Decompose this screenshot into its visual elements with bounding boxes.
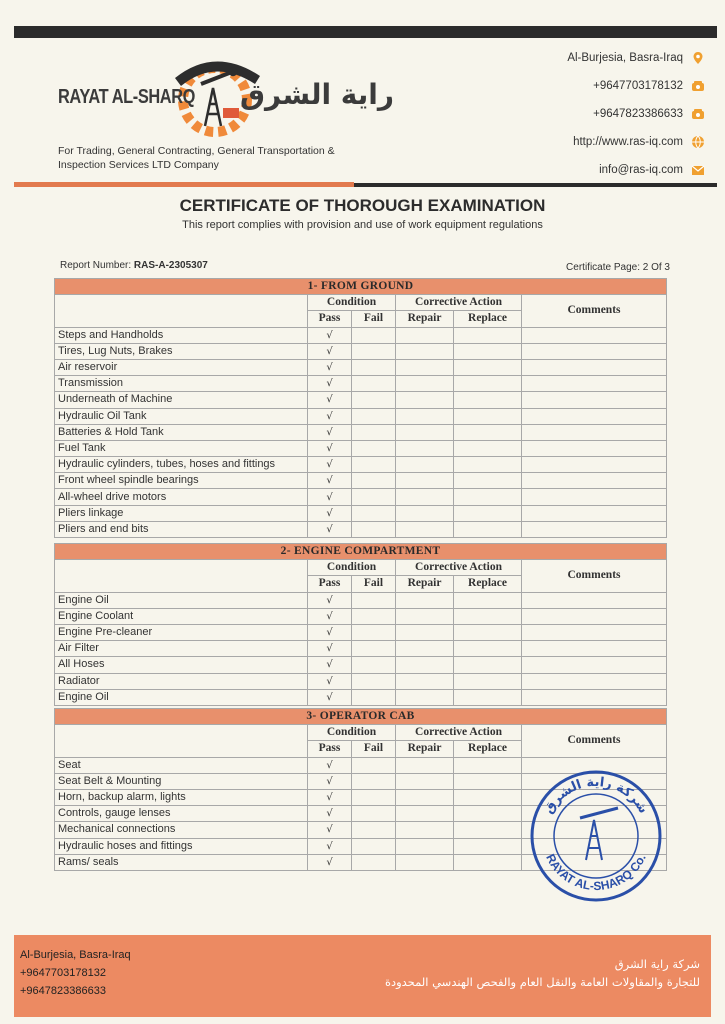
comments-header: Comments	[522, 725, 667, 757]
fail-cell	[352, 327, 396, 343]
fail-cell	[352, 392, 396, 408]
table-row	[55, 408, 667, 424]
repair-cell	[396, 376, 454, 392]
repair-cell	[396, 473, 454, 489]
fail-cell	[352, 408, 396, 424]
comments-cell	[522, 689, 667, 705]
comments-header: Comments	[522, 295, 667, 327]
table-row	[55, 489, 667, 505]
pass-check: √	[308, 757, 352, 773]
stamp-text-en: RAYAT AL-SHARQ Co.	[543, 851, 649, 894]
table-row	[55, 376, 667, 392]
fail-header: Fail	[352, 576, 396, 592]
pass-check: √	[308, 376, 352, 392]
globe-icon	[691, 135, 705, 149]
fail-cell	[352, 657, 396, 673]
replace-cell	[454, 457, 522, 473]
certificate-page: Certificate Page: 2 Of 3	[566, 262, 670, 273]
pass-check: √	[308, 657, 352, 673]
pass-check: √	[308, 673, 352, 689]
replace-header: Replace	[454, 741, 522, 757]
repair-cell	[396, 505, 454, 521]
fail-cell	[352, 521, 396, 537]
condition-header: Condition	[308, 560, 396, 576]
fail-cell	[352, 424, 396, 440]
replace-cell	[454, 424, 522, 440]
comments-cell	[522, 521, 667, 537]
fail-header: Fail	[352, 311, 396, 327]
corrective-action-header: Corrective Action	[396, 560, 522, 576]
mail-icon	[691, 163, 705, 177]
replace-cell	[454, 608, 522, 624]
replace-cell	[454, 505, 522, 521]
report-number-label: Report Number:	[60, 260, 132, 271]
section-engine-compartment	[54, 543, 667, 706]
fail-cell	[352, 757, 396, 773]
item-label: Controls, gauge lenses	[55, 806, 308, 822]
item-header-blank	[55, 725, 308, 757]
contact-phone-2: +9647823386633	[593, 107, 705, 121]
item-label: Horn, backup alarm, lights	[55, 789, 308, 805]
table-row	[55, 424, 667, 440]
header-divider-dark	[354, 183, 717, 187]
replace-cell	[454, 806, 522, 822]
repair-cell	[396, 624, 454, 640]
replace-cell	[454, 359, 522, 375]
fail-cell	[352, 473, 396, 489]
repair-cell	[396, 440, 454, 456]
table-row	[55, 343, 667, 359]
contact-phone-1: +9647703178132	[593, 79, 705, 93]
item-label: Hydraulic Oil Tank	[55, 408, 308, 424]
item-label: Steps and Handholds	[55, 327, 308, 343]
comments-cell	[522, 392, 667, 408]
repair-cell	[396, 689, 454, 705]
stamp-derrick-icon	[580, 808, 618, 860]
pass-check: √	[308, 592, 352, 608]
item-label: Rams/ seals	[55, 854, 308, 870]
footer-address: Al-Burjesia, Basra-Iraq	[20, 949, 131, 961]
table-row	[55, 457, 667, 473]
company-subtitle: For Trading, General Contracting, General Transportation & Inspection Services LTD Company	[58, 145, 335, 171]
item-label: Seat Belt & Mounting	[55, 773, 308, 789]
item-label: Air reservoir	[55, 359, 308, 375]
repair-cell	[396, 673, 454, 689]
item-header-blank	[55, 295, 308, 327]
replace-cell	[454, 343, 522, 359]
pass-header: Pass	[308, 741, 352, 757]
phone-icon	[691, 107, 705, 121]
repair-cell	[396, 592, 454, 608]
fail-cell	[352, 376, 396, 392]
pass-check: √	[308, 343, 352, 359]
repair-cell	[396, 641, 454, 657]
report-number-value: RAS-A-2305307	[133, 260, 208, 271]
footer-phone-2: +9647823386633	[20, 985, 106, 997]
fail-cell	[352, 673, 396, 689]
table-row	[55, 473, 667, 489]
svg-text:شركة راية الشرق	[541, 775, 650, 817]
pass-check: √	[308, 408, 352, 424]
pass-check: √	[308, 689, 352, 705]
pass-check: √	[308, 854, 352, 870]
pass-check: √	[308, 440, 352, 456]
pass-check: √	[308, 327, 352, 343]
item-label: Fuel Tank	[55, 440, 308, 456]
footer-ar-line-1: شركة راية الشرق	[614, 957, 700, 971]
report-number	[60, 260, 208, 271]
repair-cell	[396, 457, 454, 473]
table-row	[55, 327, 667, 343]
repair-header: Repair	[396, 576, 454, 592]
document-subtitle: This report complies with provision and use of work equipment regulations	[182, 219, 543, 231]
pass-header: Pass	[308, 576, 352, 592]
comments-cell	[522, 657, 667, 673]
item-label: All Hoses	[55, 657, 308, 673]
comments-cell	[522, 343, 667, 359]
item-label: Front wheel spindle bearings	[55, 473, 308, 489]
replace-cell	[454, 592, 522, 608]
table-row	[55, 359, 667, 375]
table-row	[55, 657, 667, 673]
corrective-action-header: Corrective Action	[396, 725, 522, 741]
fail-cell	[352, 689, 396, 705]
replace-cell	[454, 392, 522, 408]
item-label: Engine Pre-cleaner	[55, 624, 308, 640]
contact-website[interactable]: http://www.ras-iq.com	[573, 135, 705, 149]
pass-check: √	[308, 424, 352, 440]
pass-check: √	[308, 392, 352, 408]
repair-cell	[396, 854, 454, 870]
repair-cell	[396, 424, 454, 440]
replace-cell	[454, 376, 522, 392]
company-name-en: RAYAT AL-SHARQ	[58, 86, 196, 108]
comments-cell	[522, 624, 667, 640]
location-icon	[691, 51, 705, 65]
contact-address: Al-Burjesia, Basra-Iraq	[567, 51, 705, 65]
comments-cell	[522, 376, 667, 392]
pass-check: √	[308, 838, 352, 854]
comments-cell	[522, 457, 667, 473]
item-label: Mechanical connections	[55, 822, 308, 838]
section-title: 1- FROM GROUND	[55, 279, 667, 295]
footer-contacts	[20, 946, 131, 1000]
company-name-ar: راية الشرق	[240, 78, 395, 111]
replace-cell	[454, 854, 522, 870]
comments-cell	[522, 424, 667, 440]
replace-cell	[454, 657, 522, 673]
repair-cell	[396, 489, 454, 505]
repair-cell	[396, 359, 454, 375]
table-row	[55, 521, 667, 537]
fail-cell	[352, 489, 396, 505]
table-row	[55, 624, 667, 640]
pass-check: √	[308, 806, 352, 822]
replace-cell	[454, 473, 522, 489]
repair-cell	[396, 408, 454, 424]
pass-check: √	[308, 789, 352, 805]
replace-cell	[454, 408, 522, 424]
repair-header: Repair	[396, 741, 454, 757]
comments-cell	[522, 473, 667, 489]
comments-cell	[522, 440, 667, 456]
table-row	[55, 608, 667, 624]
stamp-text-ar: شركة راية الشرق	[541, 774, 651, 817]
fail-cell	[352, 822, 396, 838]
company-stamp	[528, 768, 664, 904]
item-label: Batteries & Hold Tank	[55, 424, 308, 440]
fail-cell	[352, 624, 396, 640]
comments-cell	[522, 327, 667, 343]
fail-cell	[352, 641, 396, 657]
fail-cell	[352, 457, 396, 473]
comments-header: Comments	[522, 560, 667, 592]
repair-cell	[396, 327, 454, 343]
item-label: Engine Coolant	[55, 608, 308, 624]
item-label: Tires, Lug Nuts, Brakes	[55, 343, 308, 359]
table-row	[55, 505, 667, 521]
pass-check: √	[308, 641, 352, 657]
fail-cell	[352, 359, 396, 375]
fail-cell	[352, 440, 396, 456]
section-title: 3- OPERATOR CAB	[55, 709, 667, 725]
replace-cell	[454, 773, 522, 789]
pass-check: √	[308, 521, 352, 537]
fail-cell	[352, 806, 396, 822]
repair-header: Repair	[396, 311, 454, 327]
replace-cell	[454, 521, 522, 537]
replace-cell	[454, 822, 522, 838]
item-label: Radiator	[55, 673, 308, 689]
comments-cell	[522, 505, 667, 521]
pass-check: √	[308, 608, 352, 624]
replace-cell	[454, 327, 522, 343]
fail-cell	[352, 854, 396, 870]
condition-header: Condition	[308, 295, 396, 311]
repair-cell	[396, 806, 454, 822]
section-from-ground	[54, 278, 667, 538]
fail-cell	[352, 505, 396, 521]
pass-check: √	[308, 473, 352, 489]
condition-header: Condition	[308, 725, 396, 741]
comments-cell	[522, 608, 667, 624]
comments-cell	[522, 592, 667, 608]
fail-cell	[352, 608, 396, 624]
comments-cell	[522, 489, 667, 505]
item-label: Underneath of Machine	[55, 392, 308, 408]
fail-cell	[352, 789, 396, 805]
footer-phone-1: +9647703178132	[20, 967, 106, 979]
replace-cell	[454, 624, 522, 640]
contact-email[interactable]: info@ras-iq.com	[599, 163, 705, 177]
pass-check: √	[308, 624, 352, 640]
pass-header: Pass	[308, 311, 352, 327]
item-label: Seat	[55, 757, 308, 773]
replace-header: Replace	[454, 311, 522, 327]
repair-cell	[396, 773, 454, 789]
replace-cell	[454, 838, 522, 854]
top-bar	[14, 26, 717, 38]
table-row	[55, 392, 667, 408]
pass-check: √	[308, 457, 352, 473]
document-title: CERTIFICATE OF THOROUGH EXAMINATION	[179, 196, 546, 215]
item-label: Engine Oil	[55, 689, 308, 705]
item-label: Air Filter	[55, 641, 308, 657]
item-label: Hydraulic hoses and fittings	[55, 838, 308, 854]
section-title: 2- ENGINE COMPARTMENT	[55, 544, 667, 560]
footer-ar-line-2: للتجارة والمقاولات العامة والنقل العام والفحص الهندسي المحدودة	[384, 975, 700, 989]
replace-cell	[454, 440, 522, 456]
repair-cell	[396, 657, 454, 673]
item-header-blank	[55, 560, 308, 592]
replace-cell	[454, 673, 522, 689]
repair-cell	[396, 822, 454, 838]
pass-check: √	[308, 489, 352, 505]
replace-cell	[454, 757, 522, 773]
repair-cell	[396, 789, 454, 805]
repair-cell	[396, 838, 454, 854]
fail-cell	[352, 838, 396, 854]
item-label: Pliers and end bits	[55, 521, 308, 537]
replace-cell	[454, 789, 522, 805]
repair-cell	[396, 392, 454, 408]
fail-cell	[352, 773, 396, 789]
repair-cell	[396, 608, 454, 624]
corrective-action-header: Corrective Action	[396, 295, 522, 311]
comments-cell	[522, 641, 667, 657]
item-label: Engine Oil	[55, 592, 308, 608]
truck-icon	[223, 108, 239, 118]
footer-arabic	[385, 955, 700, 991]
item-label: Pliers linkage	[55, 505, 308, 521]
pass-check: √	[308, 822, 352, 838]
repair-cell	[396, 757, 454, 773]
pass-check: √	[308, 505, 352, 521]
comments-cell	[522, 673, 667, 689]
comments-cell	[522, 359, 667, 375]
table-row	[55, 440, 667, 456]
repair-cell	[396, 521, 454, 537]
replace-cell	[454, 689, 522, 705]
replace-header: Replace	[454, 576, 522, 592]
table-row	[55, 592, 667, 608]
pass-check: √	[308, 359, 352, 375]
fail-cell	[352, 343, 396, 359]
item-label: Transmission	[55, 376, 308, 392]
replace-cell	[454, 641, 522, 657]
table-row	[55, 673, 667, 689]
comments-cell	[522, 408, 667, 424]
fail-header: Fail	[352, 741, 396, 757]
item-label: Hydraulic cylinders, tubes, hoses and fittings	[55, 457, 308, 473]
fail-cell	[352, 592, 396, 608]
header-divider-orange	[14, 182, 354, 187]
replace-cell	[454, 489, 522, 505]
repair-cell	[396, 343, 454, 359]
pass-check: √	[308, 773, 352, 789]
table-row	[55, 689, 667, 705]
phone-icon	[691, 79, 705, 93]
table-row	[55, 641, 667, 657]
item-label: All-wheel drive motors	[55, 489, 308, 505]
